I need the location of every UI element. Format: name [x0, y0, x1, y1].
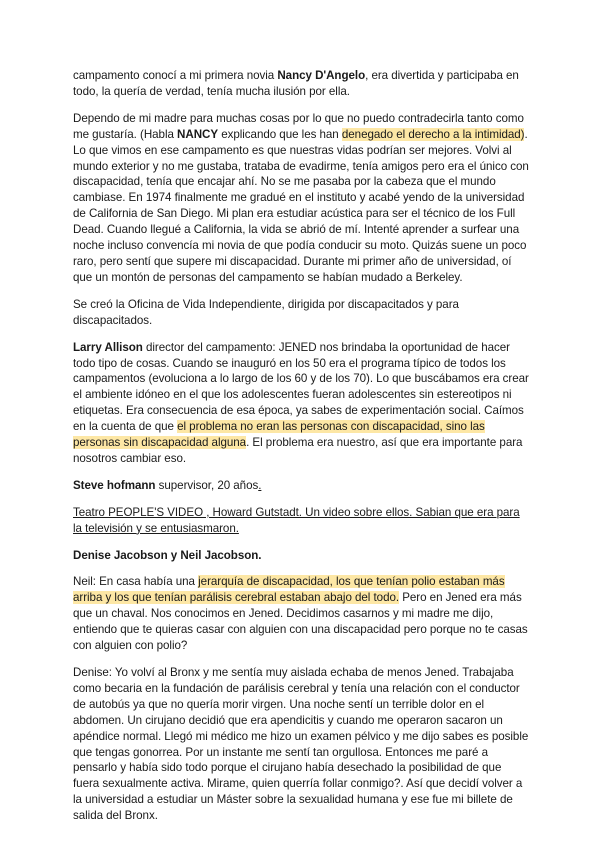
- text: director del campamento: JENED nos brindaba la oportunidad de hacer todo tipo de cosas. Cuando se inauguró en los 50 era el programa típico de todos los campamentos (evoluciona a lo largo de los 60 y de los 70). Lo que buscábamos era crear el ambiente idóneo en el que los adolescentes fueran adolescentes sin estereotipos ni etiquetas. Era consecuencia de esa época, ya sabes de experimentación social. Caímos en la cuenta de que: [73, 340, 529, 434]
- text: explicando que les han: [218, 127, 342, 141]
- paragraph-9: Denise: Yo volví al Bronx y me sentía muy aislada echaba de menos Jened. Trabajaba como becaria en la fundación de parálisis cerebral y tenía una relación con el conductor de autobús ya que no quería morir virgen. Una noche sentí un terrible dolor en el abdomen. Un cirujano decidió que era apendicitis y cuando me operaron sacaron un apéndice normal. Llegó mi médico me hizo un examen pélvico y me dijo sabes es posible que tengas gonorrea. Por un instante me sentí tan orgullosa. Entonces me paré a pensarlo y había sido todo porque el cirujano había desechado la posibilidad de que fuera sexualmente activa. Mirame, quien querría follar conmigo?. Así que decidí volver a la universidad a estudiar un Máster sobre la sexualidad humana y ese fue mi billete de salida del Bronx.: [73, 666, 529, 823]
- paragraph-8: [73, 574, 530, 654]
- highlighted-text: el problema no eran las personas con discapacidad, sino las personas sin discapacidad alguna: [73, 420, 485, 450]
- paragraph-6: Teatro PEOPLE'S VIDEO , Howard Gutstadt. Un video sobre ellos. Sabian que era para la televisión y se entusiasmaron.: [73, 505, 520, 535]
- highlighted-text: jerarquía de discapacidad, los que tenían polio estaban más arriba y los que tenían parálisis cerebral estaban abajo del todo.: [73, 575, 505, 605]
- person-name: Nancy D'Angelo: [277, 69, 366, 82]
- paragraph-2: [73, 111, 530, 286]
- person-name: NANCY: [177, 127, 219, 141]
- text: , era divertida y participaba en todo, la quería de verdad, tenía mucha ilusión por ella.: [73, 69, 519, 98]
- text: supervisor, 20 años: [155, 478, 259, 492]
- text: Pero en Jened era más que un chaval. Nos conocimos en Jened. Decidimos casarnos y mi madre me dijo, entiendo que te quieras casar con alguien con una discapacidad pero porque no te casas con alguien con polio?: [73, 591, 528, 653]
- paragraph-7: [73, 548, 530, 564]
- text: Dependo de mi madre para muchas cosas por lo que no puedo contradecirla tanto como me gustaría. (Habla: [73, 111, 524, 141]
- text: Neil: En casa había una: [73, 575, 199, 589]
- highlighted-text: denegado el derecho a la intimidad): [341, 127, 525, 141]
- text: . El problema era nuestro, así que era importante para nosotros cambiar eso.: [73, 436, 523, 465]
- paragraph-3: Se creó la Oficina de Vida Independiente, dirigida por discapacitados y para discapacitados.: [73, 297, 459, 327]
- text: .: [258, 478, 262, 492]
- section-heading: Denise Jacobson y Neil Jacobson.: [73, 548, 262, 562]
- text: campamento conocí a mi primera novia: [73, 69, 278, 82]
- paragraph-5: [73, 478, 530, 494]
- text: . Lo que vimos en ese campamento es que nuestras vidas podrían ser mejores. Volvi al mundo exterior y no me gustaba, trataba de evadirme, tenía amigos pero era el único con discapacidad, tenía que encajar ahí. No se me pasaba por la cabeza que el mundo cambiase. En 1974 finalmente me gradué en el instituto y acabé yendo de la universidad de California de San Diego. Mi plan era estudiar acústica para ser el técnico de los Full Dead. Cuando llegué a California, la vida se abrió de mí. Intenté aprender a surfear una noche incluso convencía mi novia de que podía conducir su moto. Quizás suene un poco raro, pero sentí que supere mi discapacidad. Durante mi primer año de universidad, oí que un montón de personas del campamento se habían mudado a Berkeley.: [73, 127, 529, 284]
- paragraph-4: [73, 340, 530, 467]
- paragraph-1: [73, 68, 530, 100]
- person-name: Larry Allison: [73, 340, 143, 354]
- person-name: Steve hofmann: [73, 478, 156, 492]
